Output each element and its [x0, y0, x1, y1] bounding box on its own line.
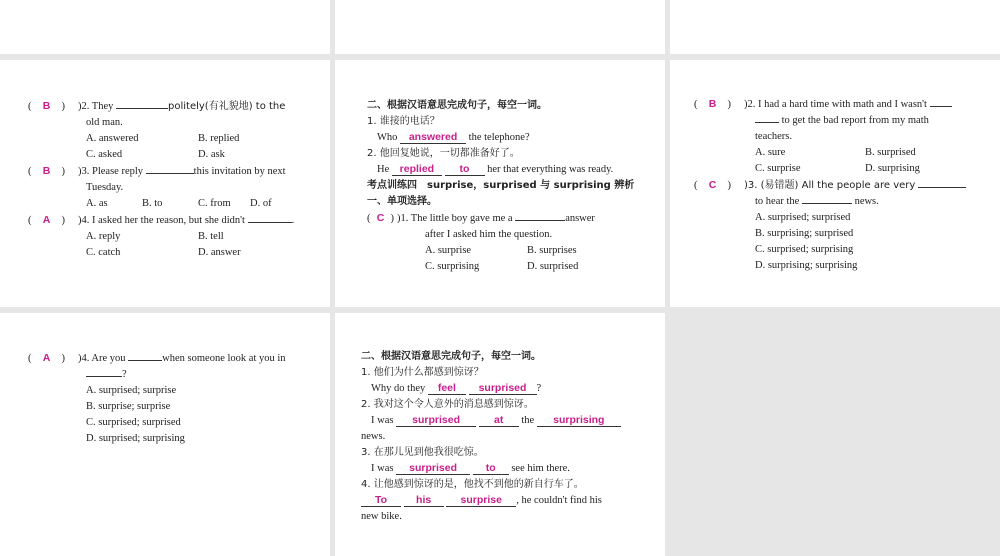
- sentence-4: To his surprise , he couldn't find his: [361, 493, 661, 509]
- options: C. catch D. answer: [86, 247, 241, 258]
- options: C. surprising D. surprised: [425, 261, 579, 272]
- topic-heading: 考点训练四 surprise，surprised 与 surprising 辨析: [367, 180, 635, 191]
- sentence-3: I was surprised to see him there.: [371, 462, 570, 474]
- options: C. surprise D. surprising: [755, 163, 920, 174]
- panel-5: 二、根据汉语意思完成句子，每空一词。 1. 他们为什么都感到惊讶？ Why do they feel surprised ? 2. 我对这个令人意外的消息感到惊讶。 I was surprised at the surprising news. 3. 在那儿见到他我很吃惊。 I was surprised to see him there. 4. 让他感到惊讶的是，他找不到他的新自行车了。 To his surprise , he couldn't find his new bike.: [335, 313, 665, 556]
- question-4: ( A ) )4. I asked her the reason, but she didn't .: [28, 214, 295, 226]
- sentence-1: Who answered the telephone?: [377, 131, 530, 143]
- sentence-2: I was surprised at the surprising: [361, 413, 661, 429]
- section-heading: 二、根据汉语意思完成句子，每空一词。: [367, 100, 547, 111]
- answer-mark: C: [708, 179, 717, 191]
- blank: [918, 187, 966, 188]
- subsection-heading: 一、单项选择。: [367, 196, 437, 207]
- section-heading: 二、根据汉语意思完成句子，每空一词。: [361, 351, 541, 362]
- blank: [128, 360, 162, 361]
- blank: [515, 220, 565, 221]
- options: A. surprise B. surprises: [425, 245, 577, 256]
- blank: [930, 106, 952, 107]
- panel-top-left: [0, 0, 330, 54]
- options: A. as B. to C. from D. of: [86, 198, 272, 209]
- blank: [146, 173, 194, 174]
- panel-3: ( B ) )2. I had a hard time with math and I wasn't to get the bad report from my math teachers. A. sure B. surprised C. surprise D. surprising ( C ) )3. (易错题) All the people are very to hear the news. A. surprised; surprised B. surprising; surprised C. surprised; surprising D. surprising; surprising: [670, 60, 1000, 307]
- answer-mark: A: [42, 352, 51, 364]
- question-3: ( C ) )3. (易错题) All the people are very: [694, 177, 998, 194]
- blank: [755, 122, 779, 123]
- options: A. reply B. tell: [86, 231, 224, 242]
- question-2: ( B ) )2. I had a hard time with math and I wasn't: [694, 96, 998, 113]
- panel-2: 二、根据汉语意思完成句子，每空一词。 1. 谁接的电话？ Who answered the telephone? 2. 他回复她说，一切都准备好了。 He replied to her that everything was ready. 考点训练四 surprise，surprised 与 surprising 辨析 一、单项选择。 ( C ) )1. The little boy gave me a answer after I asked him the question. A. surprise B. surprises C. surprising D. surprised: [335, 60, 665, 307]
- answer-mark: B: [708, 98, 717, 110]
- panel-top-right: [670, 0, 1000, 54]
- options: A. answered B. replied: [86, 133, 240, 144]
- question-4: ( A ) )4. Are you when someone look at you in: [28, 352, 286, 364]
- panel-top-middle: [335, 0, 665, 54]
- options: A. sure B. surprised: [755, 147, 916, 158]
- answer-mark: A: [42, 214, 51, 226]
- panel-1: ( B ) )2. They politely(有礼貌地) to the old man. A. answered B. replied C. asked D. ask ( B ) )3. Please reply this invitation by next Tuesday. A. as B. to C. from D. of ( A ) )4. I asked her the reason, but she didn't . A. reply B. tell C. catch D. answer: [0, 60, 330, 307]
- question-2: ( B ) )2. They politely(有礼貌地) to the: [28, 100, 286, 112]
- blank: [802, 203, 852, 204]
- sentence-2: He replied to her that everything was ready.: [377, 163, 614, 175]
- blank: [248, 222, 292, 223]
- options: C. asked D. ask: [86, 149, 225, 160]
- sentence-1: Why do they feel surprised ?: [371, 382, 542, 394]
- answer-mark: B: [42, 165, 51, 177]
- blank: [86, 376, 122, 377]
- panel-4: ( A ) )4. Are you when someone look at you in ? A. surprised; surprise B. surprise; surprise C. surprised; surprised D. surprised; surprising: [0, 313, 330, 556]
- question-1: ( C ) )1. The little boy gave me a answer: [367, 212, 595, 224]
- answer-mark: B: [42, 100, 51, 112]
- answer-mark: C: [376, 212, 385, 224]
- blank: [116, 108, 168, 109]
- question-3: ( B ) )3. Please reply this invitation by next: [28, 165, 286, 177]
